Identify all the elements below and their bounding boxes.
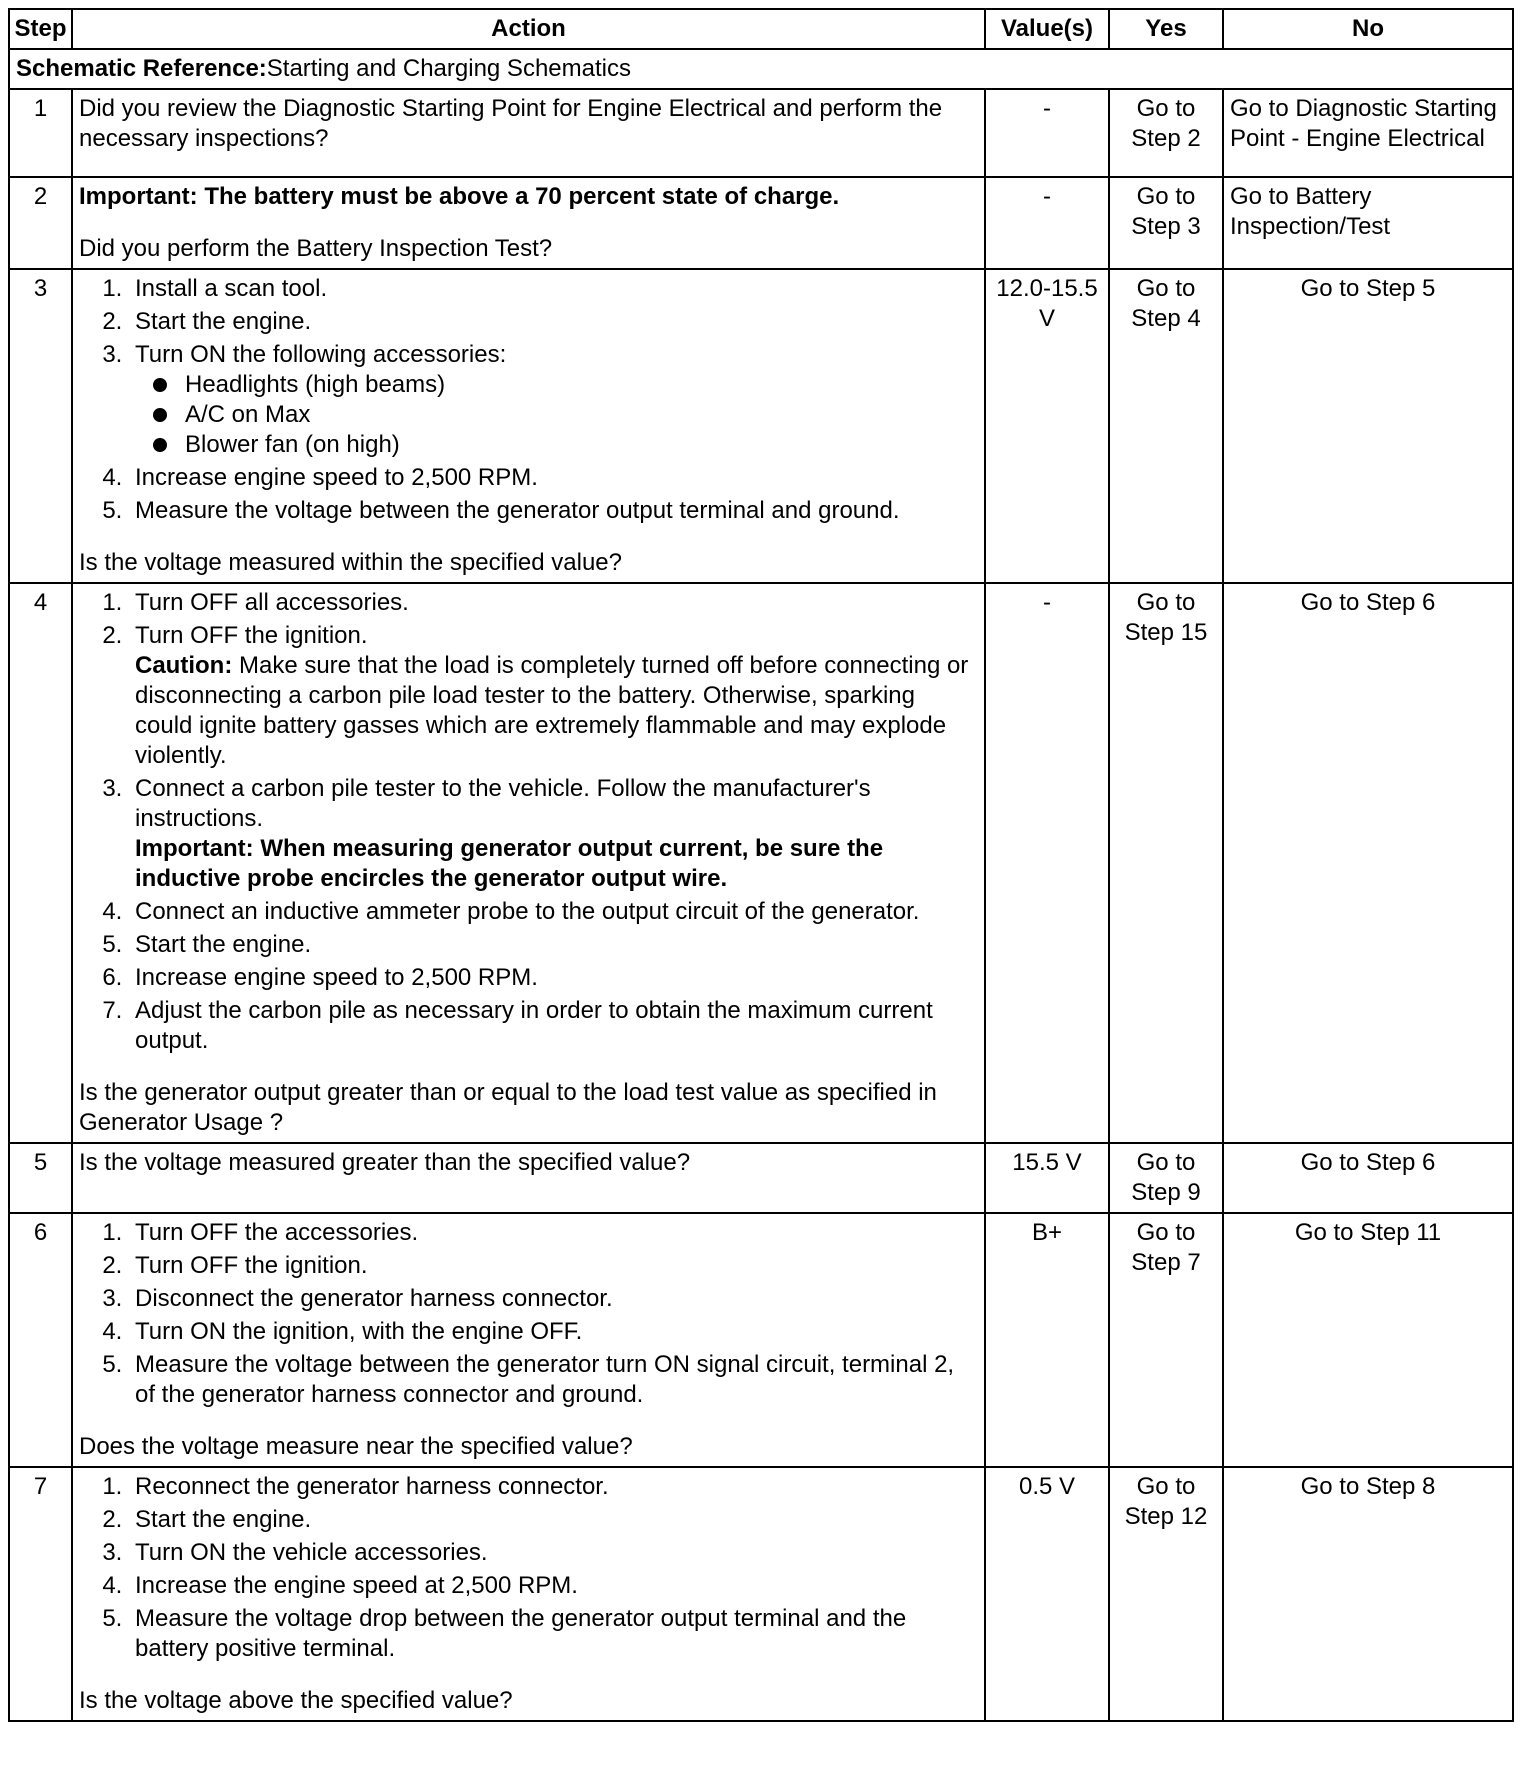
step-number: 3 [9, 269, 72, 583]
question-text: Does the voltage measure near the specified value? [79, 1433, 633, 1460]
list-item: 7. Adjust the carbon pile as necessary in order to obtain the maximum current output. [129, 996, 978, 1056]
procedure-list [79, 274, 978, 526]
list-item [129, 340, 978, 460]
value-cell: 12.0-15.5 V [985, 269, 1109, 583]
step-number: 5 [9, 1143, 72, 1213]
question-text: Is the voltage measured greater than the specified value? [79, 1149, 691, 1176]
action-cell [72, 583, 985, 1143]
value-cell: 0.5 V [985, 1467, 1109, 1721]
no-link[interactable]: Go to Step 6 [1223, 1143, 1513, 1213]
list-item: 2. Start the engine. [129, 1505, 978, 1535]
step-number: 2 [9, 177, 72, 269]
no-link[interactable]: Go to Diagnostic Starting Point - Engine Electrical [1223, 89, 1513, 177]
header-no: No [1223, 9, 1513, 49]
list-item: 1. Reconnect the generator harness connector. [129, 1472, 978, 1502]
schematic-label: Schematic Reference: [16, 55, 267, 82]
header-action: Action [72, 9, 985, 49]
no-link[interactable]: Go to Step 11 [1223, 1213, 1513, 1467]
bullet-item: A/C on Max [153, 400, 978, 430]
procedure-list [79, 1472, 978, 1664]
no-link[interactable]: Go to Step 5 [1223, 269, 1513, 583]
diagnostic-table [8, 8, 1514, 1722]
list-item: 6. Increase engine speed to 2,500 RPM. [129, 963, 978, 993]
list-item: 1. Turn OFF the accessories. [129, 1218, 978, 1248]
list-item-text: Turn OFF the ignition. [135, 622, 368, 649]
header-yes: Yes [1109, 9, 1223, 49]
value-cell: 15.5 V [985, 1143, 1109, 1213]
caution-text: Make sure that the load is completely turned off before connecting or disconnecting a carbon pile load tester to the battery. Otherwise, sparking could ignite battery gasses which are extremely flammable and may explode violently. [135, 652, 969, 769]
schematic-reference [9, 49, 1513, 89]
table-row [9, 1467, 1513, 1721]
value-cell: - [985, 583, 1109, 1143]
yes-link[interactable]: Go to Step 12 [1109, 1467, 1223, 1721]
table-row [9, 583, 1513, 1143]
header-row [9, 9, 1513, 49]
table-row [9, 269, 1513, 583]
list-item: 3. Turn ON the vehicle accessories. [129, 1538, 978, 1568]
list-item: 2. Turn OFF the ignition. [129, 1251, 978, 1281]
table-row [9, 89, 1513, 177]
caution-note [135, 651, 978, 771]
step-number: 7 [9, 1467, 72, 1721]
table-row [9, 177, 1513, 269]
important-note: Important: When measuring generator output current, be sure the inductive probe encircles the generator output wire. [135, 835, 884, 892]
question-text: Is the voltage measured within the specified value? [79, 549, 622, 576]
caution-label: Caution: [135, 652, 233, 679]
list-item: 4. Connect an inductive ammeter probe to the output circuit of the generator. [129, 897, 978, 927]
list-item: 5. Measure the voltage between the generator output terminal and ground. [129, 496, 978, 526]
header-values: Value(s) [985, 9, 1109, 49]
schematic-link[interactable]: Starting and Charging Schematics [266, 55, 631, 82]
list-item: 4. Turn ON the ignition, with the engine OFF. [129, 1317, 978, 1347]
list-item-text: Turn ON the following accessories: [135, 341, 507, 368]
action-cell [72, 1213, 985, 1467]
yes-link[interactable]: Go to Step 7 [1109, 1213, 1223, 1467]
list-item: 4. Increase engine speed to 2,500 RPM. [129, 463, 978, 493]
accessory-list [135, 370, 978, 460]
table-row [9, 1143, 1513, 1213]
step-number: 6 [9, 1213, 72, 1467]
list-item-text: Connect a carbon pile tester to the vehicle. Follow the manufacturer's instructions. [135, 775, 871, 832]
action-cell [72, 89, 985, 177]
procedure-list [79, 588, 978, 1056]
important-note: Important: The battery must be above a 70 percent state of charge. [79, 183, 840, 210]
no-link[interactable]: Go to Battery Inspection/Test [1223, 177, 1513, 269]
list-item: 1. Turn OFF all accessories. [129, 588, 978, 618]
list-item: 4. Increase the engine speed at 2,500 RPM. [129, 1571, 978, 1601]
question-text: Did you review the Diagnostic Starting Point for Engine Electrical and perform the necessary inspections? [79, 95, 943, 152]
no-link[interactable]: Go to Step 6 [1223, 583, 1513, 1143]
list-item: 5. Measure the voltage drop between the generator output terminal and the battery positive terminal. [129, 1604, 978, 1664]
yes-link[interactable]: Go to Step 9 [1109, 1143, 1223, 1213]
header-step: Step [9, 9, 72, 49]
question-text: Did you perform the Battery Inspection Test? [79, 235, 553, 262]
step-number: 1 [9, 89, 72, 177]
yes-link[interactable]: Go to Step 2 [1109, 89, 1223, 177]
question-text: Is the generator output greater than or equal to the load test value as specified in Generator Usage ? [79, 1079, 937, 1136]
action-cell [72, 269, 985, 583]
step-number: 4 [9, 583, 72, 1143]
yes-link[interactable]: Go to Step 3 [1109, 177, 1223, 269]
action-cell [72, 1467, 985, 1721]
list-item [129, 774, 978, 894]
bullet-item: Blower fan (on high) [153, 430, 978, 460]
procedure-list [79, 1218, 978, 1410]
no-link[interactable]: Go to Step 8 [1223, 1467, 1513, 1721]
list-item: 2. Start the engine. [129, 307, 978, 337]
bullet-item: Headlights (high beams) [153, 370, 978, 400]
value-cell: - [985, 177, 1109, 269]
question-text: Is the voltage above the specified value? [79, 1687, 513, 1714]
list-item: 3. Disconnect the generator harness connector. [129, 1284, 978, 1314]
yes-link[interactable]: Go to Step 4 [1109, 269, 1223, 583]
list-item: 5. Measure the voltage between the generator turn ON signal circuit, terminal 2, of the generator harness connector and ground. [129, 1350, 978, 1410]
list-item: 5. Start the engine. [129, 930, 978, 960]
yes-link[interactable]: Go to Step 15 [1109, 583, 1223, 1143]
schematic-row [9, 49, 1513, 89]
list-item [129, 621, 978, 771]
table-row [9, 1213, 1513, 1467]
value-cell: B+ [985, 1213, 1109, 1467]
value-cell: - [985, 89, 1109, 177]
action-cell [72, 177, 985, 269]
action-cell [72, 1143, 985, 1213]
list-item: 1. Install a scan tool. [129, 274, 978, 304]
